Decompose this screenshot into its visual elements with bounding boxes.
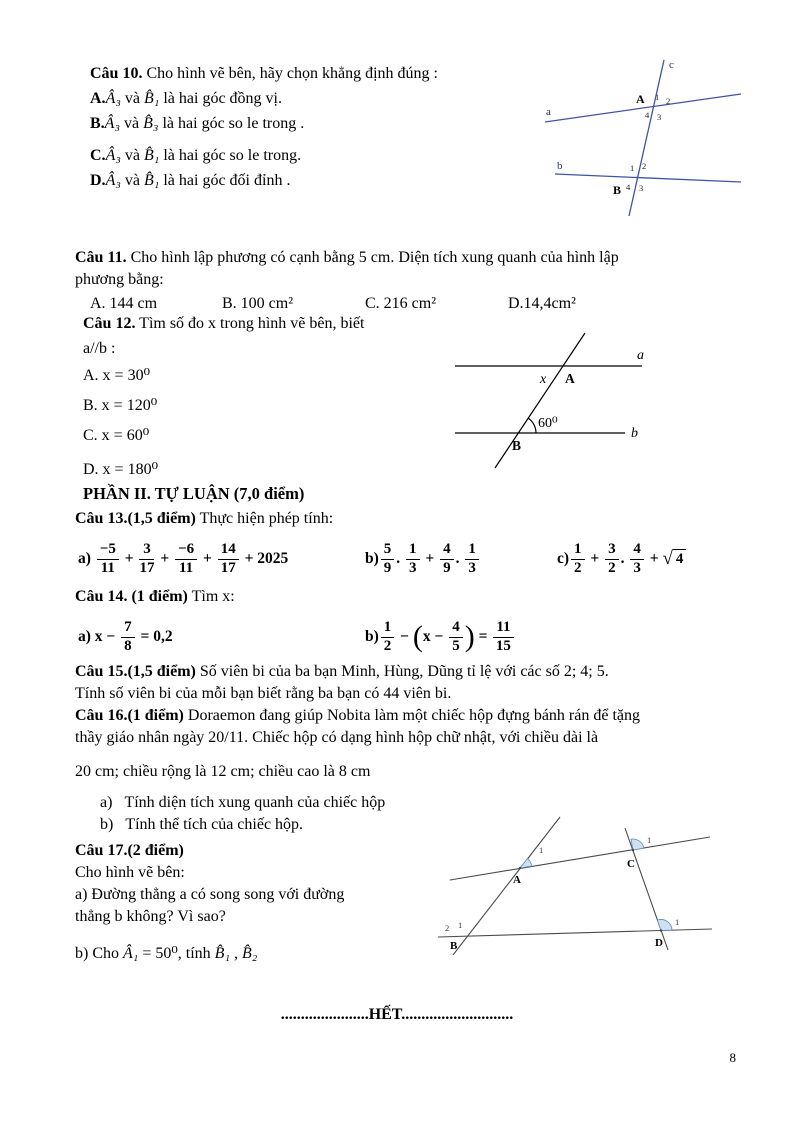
q10-option-d-mid: và — [120, 172, 145, 189]
fig10-B-angle-3: 3 — [639, 183, 644, 193]
q16-subquestion-b-text: Tính thể tích của chiếc hộp. — [125, 816, 304, 833]
fig17-label-A: A — [513, 874, 521, 886]
q17-number-text: Câu 17.(2 điểm) — [75, 842, 184, 859]
question-12 — [83, 311, 443, 485]
q16-subquestion-b-marker: b) — [100, 816, 114, 833]
q13-prompt: Thực hiện phép tính: — [195, 510, 334, 527]
q10-prompt-line — [90, 61, 548, 86]
q16-subquestion-a-marker: a) — [100, 794, 113, 811]
q17-figure — [435, 815, 715, 955]
q13-expression-c: c) $\frac{1}{2}$ + $\frac{3}{2}$ . $\frac{4}{3}$ + √ 4 — [557, 536, 686, 582]
q11-option-b: B. 100 cm² — [222, 295, 294, 312]
q13-head — [75, 507, 780, 531]
question-10 — [90, 61, 548, 193]
q12-given: a//b : — [83, 340, 116, 357]
q11-option-d: D.14,4cm² — [508, 295, 576, 312]
fig10-A-angle-2: 2 — [666, 96, 671, 106]
q10-option-a-math1: Â₃ — [105, 90, 121, 107]
end-marker: ......................HẾT............................ — [280, 1006, 514, 1023]
q10-option-b-letter: B. — [90, 115, 105, 132]
fig10-label-b: b — [557, 160, 563, 172]
q14-equation-a: a) x − $\frac{7}{8}$ = 0,2 — [78, 618, 173, 654]
fig17-angle-mark-D — [657, 919, 672, 930]
fig17-C-angle-1: 1 — [647, 835, 652, 845]
q10-option-a-letter: A. — [90, 90, 106, 107]
fig10-B-angle-4: 4 — [626, 182, 631, 192]
fig10-B-angle-1: 1 — [630, 163, 635, 173]
fig12-label-x: x — [540, 372, 547, 387]
q10-option-c-math1: Â₃ — [105, 147, 121, 164]
q10-option-a-math2: B̂₁ — [144, 90, 160, 107]
q10-option-a-mid: và — [120, 90, 145, 107]
q11-number: Câu 11. — [75, 249, 127, 266]
question-15 — [75, 661, 765, 705]
part2-heading: PHẦN II. TỰ LUẬN (7,0 điểm) — [83, 484, 305, 503]
fig12-angle-value: 60⁰ — [538, 416, 558, 431]
q13-expression-b: b) $\frac{5}{9}$ . $\frac{1}{3}$ + $\frac{4}{9}$ . $\frac{1}{3}$ — [365, 536, 481, 582]
q17-number — [75, 840, 437, 862]
fig17-vertex-A-dot — [519, 867, 521, 869]
question-11 — [75, 247, 743, 315]
q13-expressions — [75, 536, 780, 582]
q10-figure — [543, 58, 743, 218]
question-13 — [75, 507, 780, 582]
q17-qb-math1: Â₁ — [123, 945, 139, 962]
q12-option-b: B. x = 120⁰ — [83, 397, 158, 414]
q14-equations — [75, 614, 780, 662]
q17-qb-pre: b) Cho — [75, 945, 123, 962]
fig17-label-D: D — [655, 937, 663, 949]
fig10-label-B: B — [613, 183, 622, 197]
q16-dimensions: 20 cm; chiều rộng là 12 cm; chiều cao là 8 cm — [75, 763, 371, 780]
q16-number: Câu 16.(1 điểm) — [75, 707, 184, 724]
q15-text1: Số viên bi của ba bạn Minh, Hùng, Dũng tỉ lệ với các số 2; 4; 5. — [195, 663, 609, 680]
fig17-line-a — [450, 837, 710, 880]
q10-number: Câu 10. — [90, 65, 143, 82]
q17-qb-mid2: , — [230, 945, 243, 962]
q10-option-c — [90, 143, 548, 168]
q17-qb-mid1: = 50⁰, tính — [138, 945, 215, 962]
fig17-B-angle-2: 2 — [445, 923, 450, 933]
q17-subquestion-b — [75, 942, 437, 966]
q17-intro: Cho hình vẽ bên: — [75, 864, 185, 881]
q10-option-d — [90, 168, 548, 193]
q10-option-d-math1: Â₃ — [105, 172, 121, 189]
q17-subquestion-a-line1: a) Đường thẳng a có song song với đường — [75, 886, 345, 903]
q14-equation-b: b) $\frac{1}{2}$ − ( x − $\frac{4}{5}$ ) = $\frac{11}{15}$ — [365, 614, 516, 660]
fig10-B-angle-2: 2 — [642, 161, 647, 171]
fig17-angle-mark-A — [520, 859, 532, 868]
q17-qb-math2: B̂₁ — [214, 945, 231, 962]
fig10-A-angle-3: 3 — [657, 112, 662, 122]
fig17-D-angle-1: 1 — [675, 917, 680, 927]
fig17-label-C: C — [627, 858, 635, 870]
question-14 — [75, 585, 780, 662]
fig12-label-B: B — [512, 438, 522, 453]
q10-option-c-math2: B̂₁ — [144, 147, 160, 164]
q16-subquestion-a — [100, 792, 767, 814]
q10-option-a-rest: là hai góc đồng vị. — [159, 90, 282, 107]
fig10-label-a: a — [546, 106, 551, 118]
q15-number: Câu 15.(1,5 điểm) — [75, 663, 196, 680]
q11-option-a: A. 144 cm — [90, 295, 158, 312]
question-17 — [75, 840, 437, 966]
fig10-A-angle-4: 4 — [645, 110, 650, 120]
fig10-label-c: c — [669, 59, 674, 71]
q12-prompt-line — [83, 311, 443, 336]
q12-option-d: D. x = 180⁰ — [83, 461, 158, 478]
fig12-angle-arc — [528, 418, 536, 433]
q10-option-c-letter: C. — [90, 147, 106, 164]
q12-number: Câu 12. — [83, 315, 136, 332]
q17-subquestion-a-line2: thẳng b không? Vì sao? — [75, 908, 226, 925]
fig17-vertex-D-dot — [660, 929, 662, 931]
q16-line1 — [75, 705, 767, 727]
q10-option-b-math2: B̂₃ — [143, 115, 159, 132]
q11-prompt-line1 — [75, 247, 743, 269]
q10-option-b — [90, 111, 548, 136]
q10-option-b-math1: Â₃ — [104, 115, 121, 132]
q10-prompt-text: Cho hình vẽ bên, hãy chọn khẳng định đúng : — [142, 65, 438, 82]
q10-option-b-rest: là hai góc so le trong . — [158, 115, 305, 132]
fig10-line-b — [555, 174, 741, 182]
q10-option-c-rest: là hai góc so le trong. — [159, 147, 302, 164]
q12-prompt-text: Tìm số đo x trong hình vẽ bên, biết — [135, 315, 365, 332]
q14-prompt: Tìm x: — [187, 588, 235, 605]
fig17-A-angle-1: 1 — [539, 845, 544, 855]
q14-head — [75, 585, 780, 609]
q14-number: Câu 14. (1 điểm) — [75, 588, 188, 605]
q13-expression-a: a) $\frac{-5}{11}$ + $\frac{3}{17}$ + $\frac{-6}{11}$ + $\frac{14}{17}$ + 2025 — [78, 540, 289, 576]
q15-line2: Tính số viên bi của mỗi bạn biết rằng ba bạn có 44 viên bi. — [75, 685, 452, 702]
fig17-B-angle-1: 1 — [458, 920, 463, 930]
q11-prompt-text1: Cho hình lập phương có cạnh bằng 5 cm. Diện tích xung quanh của hình lập — [126, 249, 619, 266]
q10-option-d-math2: B̂₁ — [144, 172, 160, 189]
q10-option-d-rest: là hai góc đối đỉnh . — [159, 172, 291, 189]
fig12-label-A: A — [565, 371, 575, 386]
fig12-label-b: b — [631, 426, 638, 441]
q10-option-c-mid: và — [120, 147, 145, 164]
q10-option-a — [90, 86, 548, 111]
q10-option-d-letter: D. — [90, 172, 106, 189]
q16-line2: thầy giáo nhân ngày 20/11. Chiếc hộp có dạng hình hộp chữ nhật, với chiều dài là — [75, 729, 599, 746]
fig12-label-a: a — [637, 348, 644, 363]
q10-option-b-mid: và — [120, 115, 144, 132]
q16-subquestion-a-text: Tính diện tích xung quanh của chiếc hộp — [124, 794, 386, 811]
fig10-line-c — [629, 60, 664, 216]
fig17-vertex-C-dot — [632, 849, 634, 851]
q11-option-c: C. 216 cm² — [365, 295, 437, 312]
page-number: 8 — [729, 1050, 736, 1065]
q12-figure — [450, 328, 660, 478]
q13-number: Câu 13.(1,5 điểm) — [75, 510, 196, 527]
fig12-transversal — [495, 333, 585, 468]
fig17-angle-mark-C — [631, 839, 644, 850]
q12-option-a: A. x = 30⁰ — [83, 367, 150, 384]
q17-qb-math3: B̂₂ — [242, 945, 258, 962]
q12-option-c: C. x = 60⁰ — [83, 427, 150, 444]
q15-line1 — [75, 661, 765, 683]
fig10-label-A: A — [636, 92, 645, 106]
fig17-label-B: B — [450, 940, 458, 952]
fig10-A-angle-1: 1 — [655, 92, 660, 102]
q16-text1: Doraemon đang giúp Nobita làm một chiếc hộp đựng bánh rán để tặng — [183, 707, 640, 724]
q11-prompt-line2: phương bằng: — [75, 271, 164, 288]
